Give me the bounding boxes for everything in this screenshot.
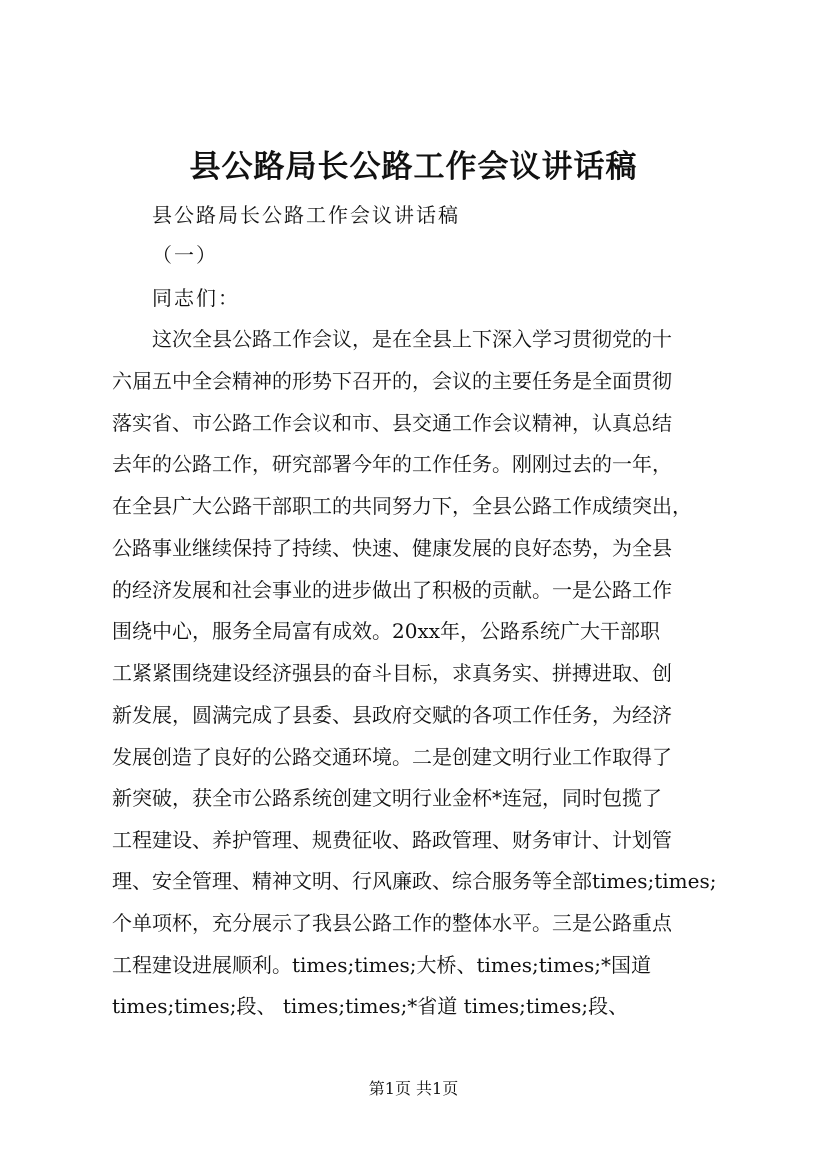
body-line: 的经济发展和社会事业的进步做出了积极的贡献。一是公路工作 — [112, 578, 672, 602]
body-line: 工程建设、养护管理、规费征收、路政管理、财务审计、计划管 — [112, 828, 672, 852]
body-line: 在全县广大公路干部职工的共同努力下，全县公路工作成绩突出， — [112, 494, 692, 518]
document-title: 县公路局长公路工作会议讲话稿 — [189, 149, 638, 185]
body-line: 工程建设进展顺利。times;times;大桥、times;times;*国道 — [112, 953, 651, 977]
body-line: 发展创造了良好的公路交通环境。二是创建文明行业工作取得了 — [112, 745, 672, 769]
body-line: 这次全县公路工作会议，是在全县上下深入学习贯彻党的十 — [152, 327, 672, 351]
body-line: 工紧紧围绕建设经济强县的奋斗目标，求真务实、拼搏进取、创 — [112, 661, 672, 685]
body-line: 公路事业继续保持了持续、快速、健康发展的良好态势，为全县 — [112, 536, 672, 560]
salutation: 同志们： — [152, 286, 240, 310]
body-line: 落实省、市公路工作会议和市、县交通工作会议精神，认真总结 — [112, 411, 672, 435]
body-line: 新发展，圆满完成了县委、县政府交赋的各项工作任务，为经济 — [112, 703, 672, 727]
document-subtitle: 县公路局长公路工作会议讲话稿 — [152, 203, 460, 227]
body-line: 个单项杯，充分展示了我县公路工作的整体水平。三是公路重点 — [112, 911, 672, 935]
body-line: 新突破，获全市公路系统创建文明行业金杯*连冠，同时包揽了 — [112, 786, 662, 810]
body-line: 理、安全管理、精神文明、行风廉政、综合服务等全部times;times; — [112, 869, 716, 893]
section-marker: （一） — [152, 243, 218, 267]
body-line: times;times;段、 times;times;*省道 times;times;段、 — [112, 994, 629, 1018]
body-line: 围绕中心，服务全局富有成效。20xx年，公路系统广大干部职 — [112, 619, 661, 643]
body-line: 六届五中全会精神的形势下召开的，会议的主要任务是全面贯彻 — [112, 369, 672, 393]
page-number-footer: 第1页 共1页 — [368, 1079, 459, 1098]
body-line: 去年的公路工作，研究部署今年的工作任务。刚刚过去的一年， — [112, 452, 672, 476]
